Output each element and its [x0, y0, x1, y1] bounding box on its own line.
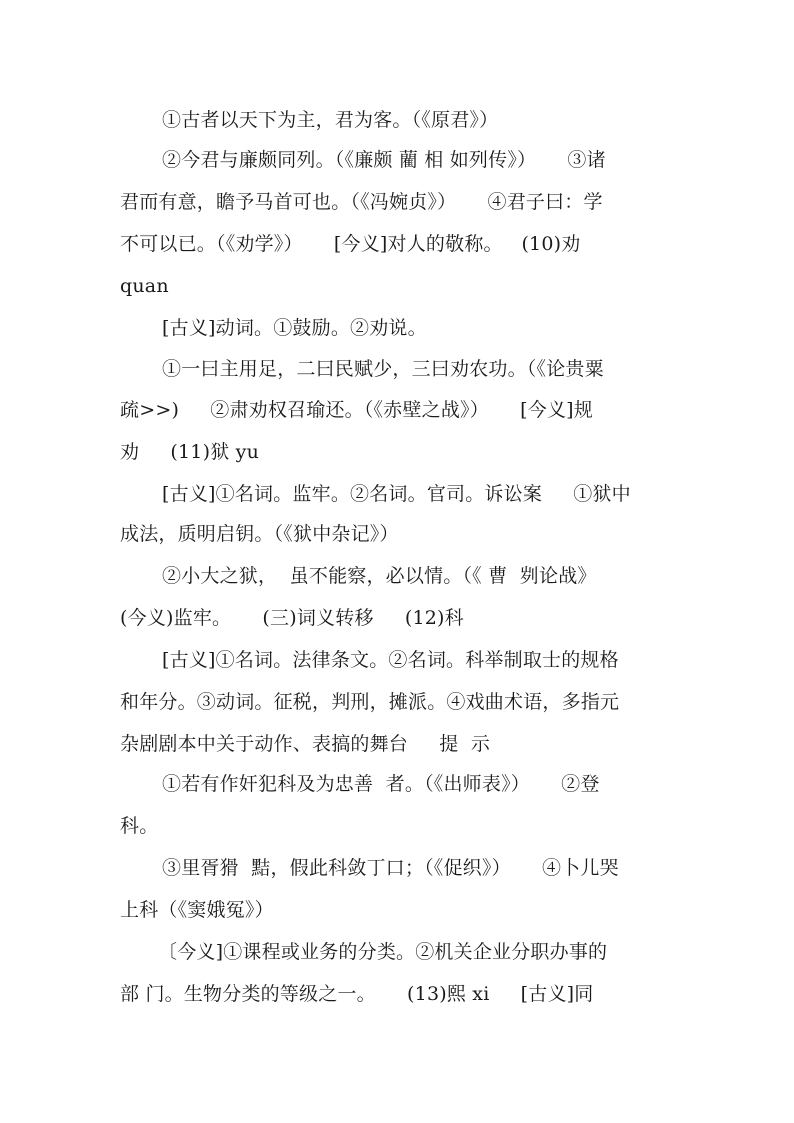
- text-line: ②小大之狱， 虽不能察，必以情。（《 曹 刿论战》: [162, 565, 597, 587]
- text-line: ①若有作奸犯科及为忠善 者。（《出师表》） ②登: [162, 773, 600, 795]
- text-line: ①一曰主用足，二曰民赋少，三曰劝农功。（《论贵粟: [162, 358, 604, 380]
- text-line: 〔今义]①课程或业务的分类。②机关企业分职办事的: [158, 941, 608, 963]
- text-line: [古义]动词。①鼓励。②劝说。: [162, 317, 427, 339]
- text-line: quan: [120, 275, 169, 297]
- text-line: 科。: [120, 815, 159, 837]
- text-line: ②今君与廉颇同列。（《廉颇 藺 相 如列传》） ③诸: [162, 149, 606, 171]
- text-line: 上科（《窦娥冤》）: [120, 899, 274, 921]
- text-line: 部 门。生物分类的等级之一。 (13)熙 xi [古义]同: [120, 983, 594, 1005]
- text-line: 杂剧剧本中关于动作、表搞的舞台 提 示: [120, 733, 491, 755]
- text-line: 劝 (11)狱 yu: [120, 441, 260, 463]
- text-line: 不可以已。（《劝学》） [今义]对人的敬称。 (10)劝: [120, 233, 581, 255]
- text-line: ①古者以天下为主，君为客。（《原君》）: [162, 109, 499, 131]
- text-line: [古义]①名词。法律条文。②名词。科举制取士的规格: [162, 649, 619, 671]
- text-line: (今义)监牢。 (三)词义转移 (12)科: [120, 607, 464, 629]
- text-line: 成法，质明启钥。（《狱中杂记》）: [120, 523, 399, 545]
- text-line: 疏>>) ②肃劝权召瑜还。（《赤壁之战》） [今义]规: [120, 399, 593, 421]
- text-line: 和年分。③动词。征税，判刑，摊派。④戏曲术语，多指元: [120, 691, 620, 713]
- text-line: ③里胥猾 黠，假此科敛丁口；（《促织》） ④卜儿哭: [162, 857, 619, 879]
- text-line: 君而有意，瞻予马首可也。（《冯婉贞》） ④君子曰：学: [120, 191, 603, 213]
- text-line: [古义]①名词。监牢。②名词。官司。诉讼案 ①狱中: [162, 483, 631, 505]
